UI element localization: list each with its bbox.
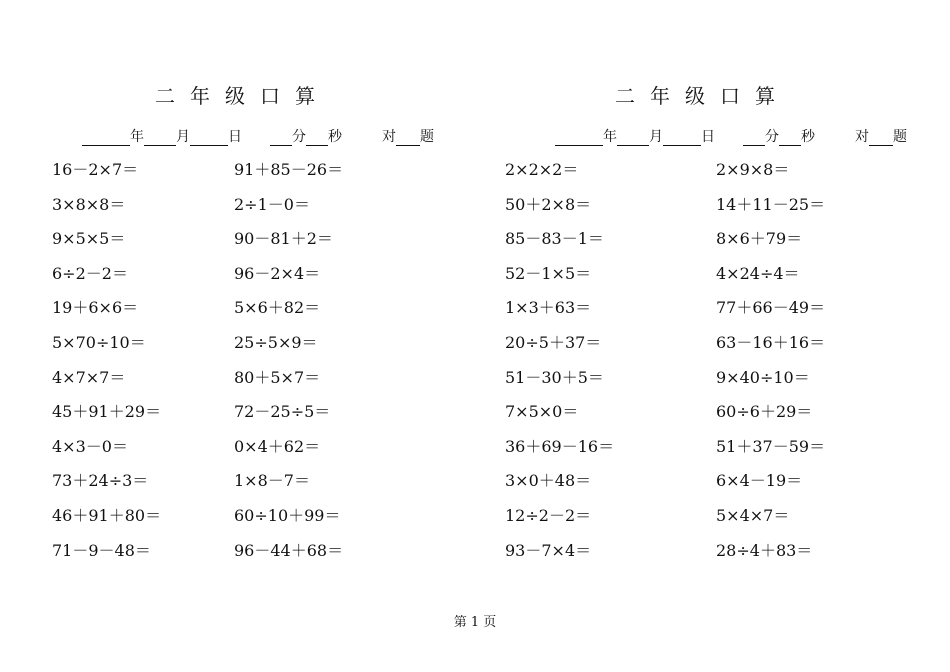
problem: 12÷2－2＝ (505, 505, 592, 525)
problem: 60÷10＋99＝ (234, 505, 341, 525)
correct-blank (869, 131, 893, 146)
month-label: 月 (176, 129, 190, 145)
problem: 5×6＋82＝ (234, 298, 321, 318)
problem: 96－2×4＝ (234, 263, 321, 283)
title-char: 口 (720, 84, 740, 108)
worksheet-title (615, 80, 790, 109)
problem: 52－1×5＝ (505, 263, 592, 283)
title-char: 二 (615, 84, 635, 108)
problem: 96－44＋68＝ (234, 540, 344, 560)
day-label: 日 (228, 129, 242, 145)
minute-label: 分 (765, 129, 779, 145)
correct-label: 对 (855, 129, 869, 145)
problem-grid (52, 160, 434, 575)
worksheet-title (155, 80, 330, 109)
correct-label: 对 (382, 129, 396, 145)
problem: 45＋91＋29＝ (52, 402, 162, 422)
problem: 9×5×5＝ (52, 229, 126, 249)
year-label: 年 (130, 129, 144, 145)
problem: 63－16＋16＝ (716, 332, 826, 352)
title-char: 年 (190, 84, 210, 108)
worksheet-left (0, 0, 475, 600)
problem: 9×40÷10＝ (716, 367, 810, 387)
problem: 25÷5×9＝ (234, 332, 318, 352)
problem: 46＋91＋80＝ (52, 505, 162, 525)
problem: 90－81＋2＝ (234, 229, 333, 249)
minute-blank (743, 131, 765, 146)
problem: 2×9×8＝ (716, 160, 790, 179)
record-line (555, 126, 907, 146)
minute-label: 分 (292, 129, 306, 145)
problem: 5×70÷10＝ (52, 332, 146, 352)
problem: 20÷5＋37＝ (505, 332, 602, 352)
problem: 16－2×7＝ (52, 160, 139, 179)
problem: 3×0＋48＝ (505, 471, 592, 491)
title-char: 级 (225, 84, 245, 108)
page-number-footer (0, 611, 950, 630)
problem: 3×8×8＝ (52, 194, 126, 214)
title-char: 年 (650, 84, 670, 108)
second-blank (306, 131, 328, 146)
year-blank (82, 131, 130, 146)
footer-suffix: 页 (483, 615, 497, 630)
month-blank (617, 131, 649, 146)
problem: 77＋66－49＝ (716, 298, 826, 318)
title-char: 级 (685, 84, 705, 108)
title-char: 算 (295, 84, 315, 108)
problem: 36＋69－16＝ (505, 436, 615, 456)
problem: 51＋37－59＝ (716, 436, 826, 456)
problem: 4×3－0＝ (52, 436, 128, 456)
title-char: 二 (155, 84, 175, 108)
questions-label: 题 (420, 129, 434, 145)
problem: 80＋5×7＝ (234, 367, 321, 387)
problem: 5×4×7＝ (716, 505, 790, 525)
problem: 28÷4＋83＝ (716, 540, 813, 560)
problem: 2÷1－0＝ (234, 194, 310, 214)
title-char: 算 (755, 84, 775, 108)
problem: 6÷2－2＝ (52, 263, 128, 283)
year-blank (555, 131, 603, 146)
problem: 0×4＋62＝ (234, 436, 321, 456)
title-char: 口 (260, 84, 280, 108)
page-number: 1 (470, 615, 480, 630)
problem: 51－30＋5＝ (505, 367, 604, 387)
second-label: 秒 (801, 129, 815, 145)
problem: 8×6＋79＝ (716, 229, 803, 249)
correct-blank (396, 131, 420, 146)
footer-prefix: 第 (453, 615, 467, 630)
problem: 2×2×2＝ (505, 160, 579, 179)
year-label: 年 (603, 129, 617, 145)
minute-blank (270, 131, 292, 146)
day-blank (663, 131, 701, 146)
problem: 73＋24÷3＝ (52, 471, 149, 491)
day-blank (190, 131, 228, 146)
problem: 19＋6×6＝ (52, 298, 139, 318)
problem: 71－9－48＝ (52, 540, 151, 560)
questions-label: 题 (893, 129, 907, 145)
problem: 60÷6＋29＝ (716, 402, 813, 422)
problem: 1×8－7＝ (234, 471, 310, 491)
problem: 6×4－19＝ (716, 471, 803, 491)
problem: 85－83－1＝ (505, 229, 604, 249)
problem: 50＋2×8＝ (505, 194, 592, 214)
month-blank (144, 131, 176, 146)
record-line (82, 126, 434, 146)
worksheet-right (475, 0, 950, 600)
problem: 4×24÷4＝ (716, 263, 800, 283)
second-label: 秒 (328, 129, 342, 145)
month-label: 月 (649, 129, 663, 145)
problem: 4×7×7＝ (52, 367, 126, 387)
problem: 72－25÷5＝ (234, 402, 331, 422)
problem: 14＋11－25＝ (716, 194, 826, 214)
second-blank (779, 131, 801, 146)
problem: 91＋85－26＝ (234, 160, 344, 179)
problem: 7×5×0＝ (505, 402, 579, 422)
problem: 1×3＋63＝ (505, 298, 592, 318)
day-label: 日 (701, 129, 715, 145)
problem-grid (505, 160, 916, 575)
problem: 93－7×4＝ (505, 540, 592, 560)
